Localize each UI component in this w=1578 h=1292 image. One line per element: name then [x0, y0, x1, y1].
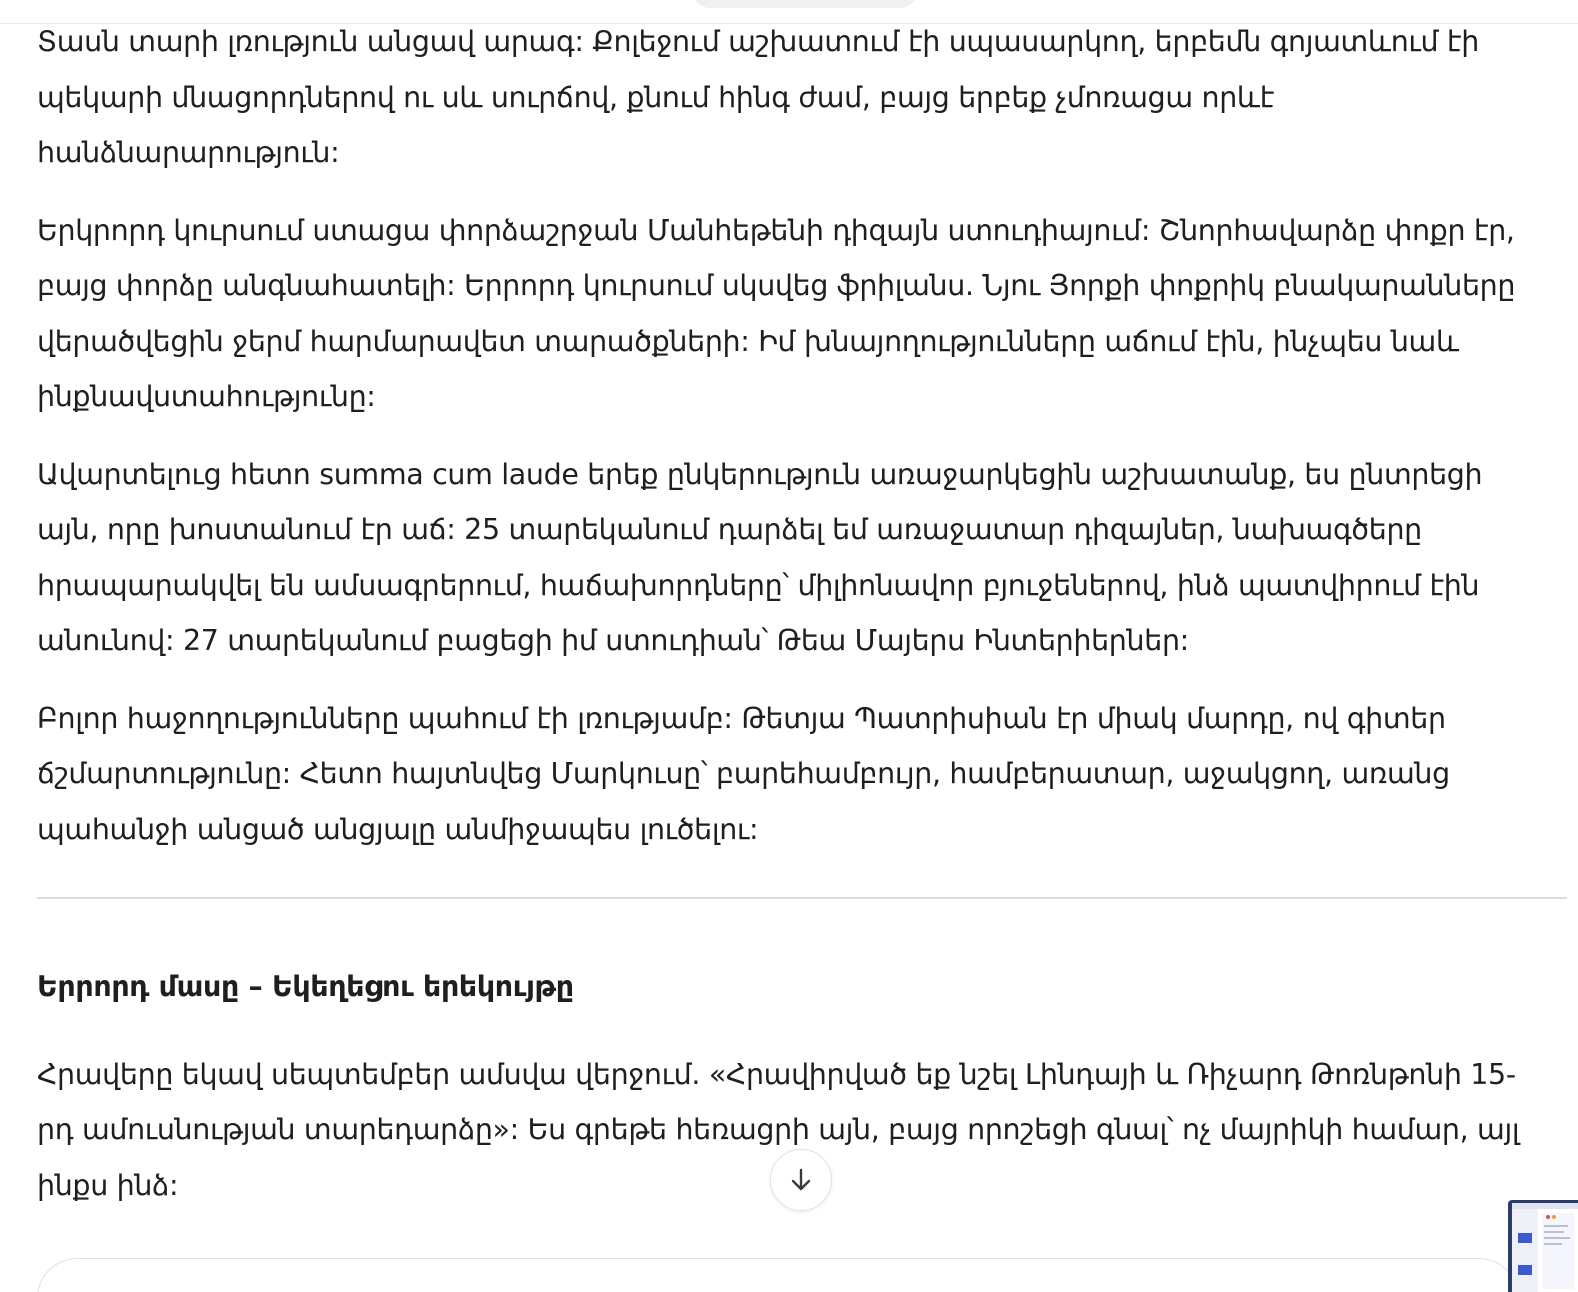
paragraph-line: բայց փորձը անգնահատելի: Երրորդ կուրսում սկսվեց ֆրիլանս. Նյու Յորքի փոքրիկ բնակարանները — [37, 269, 1516, 302]
scroll-to-bottom-button[interactable] — [770, 1149, 832, 1211]
article-paragraph-3 — [37, 447, 1567, 669]
paragraph-line: հրապարակվել են ամսագրերում, հաճախորդները՝ միլիոնավոր բյուջեներով, ինձ պատվիրում էին — [37, 568, 1480, 602]
paragraph-line: րդ ամուսնության տարեդարձը»: Ես գրեթե հեռացրի այն, բայց որոշեցի գնալ՝ ոչ մայրիկի համար, այլ — [37, 1113, 1520, 1146]
paragraph-line: Երկրորդ կուրսում ստացա փորձաշրջան Մանհեթենի դիզայն ստուդիայում: Շնորհավարձը փոքր էր, — [37, 213, 1515, 247]
paragraph-line: անունով: 27 տարեկանում բացեցի իմ ստուդիան՝ Թեա Մայերս Ինտերիերներ: — [37, 624, 1189, 657]
window-thumbnail[interactable] — [1508, 1200, 1578, 1292]
paragraph-line: ինքնավստահությունը: — [37, 380, 376, 413]
paragraph-line: հանձնարարություն: — [37, 136, 340, 169]
paragraph-line: պեկարի մնացորդներով ու սև սուրճով, քնում հինգ ժամ, բայց երբեք չմոռացա որևէ — [37, 80, 1275, 114]
article-paragraph-2 — [37, 203, 1567, 425]
article-content — [37, 14, 1567, 1235]
paragraph-line: այն, որը խոստանում էր աճ: 25 տարեկանում դարձել եմ առաջատար դիզայներ, նախագծերը — [37, 513, 1422, 546]
paragraph-line: Հրավերը եկավ սեպտեմբեր ամսվա վերջում. «Հրավիրված եք նշել Լինդայի և Ռիչարդ Թոռնթոնի 15- — [37, 1057, 1516, 1091]
paragraph-line: Ավարտելուց հետո summa cum laude երեք ընկերություն առաջարկեցին աշխատանք, ես ընտրեցի — [37, 457, 1483, 491]
section-divider — [37, 897, 1567, 899]
arrow-down-icon — [787, 1166, 815, 1194]
article-paragraph-4 — [37, 691, 1567, 858]
paragraph-line: Տասն տարի լռություն անցավ արագ: Քոլեջում աշխատում էի սպասարկող, երբեմն գոյատևում էի — [37, 25, 1479, 58]
paragraph-line: վերածվեցին ջերմ հարմարավետ տարածքների: Իմ խնայողությունները աճում էին, ինչպես նաև — [37, 324, 1459, 358]
paragraph-line: ճշմարտությունը: Հետո հայտնվեց Մարկուսը՝ բարեհամբույր, համբերատար, աջակցող, առանց — [37, 757, 1450, 790]
window-thumbnail-icon — [1512, 1203, 1578, 1292]
message-composer[interactable] — [37, 1258, 1519, 1292]
top-tab-handle — [692, 0, 918, 8]
paragraph-line: Բոլոր հաջողությունները պահում էի լռությամբ: Թետյա Պատրիսիան էր միակ մարդը, ով գիտեր — [37, 701, 1446, 735]
article-paragraph-1 — [37, 14, 1567, 181]
paragraph-line: ինքս ինձ: — [37, 1168, 179, 1202]
paragraph-line: պահանջի անցած անցյալը անմիջապես լուծելու: — [37, 812, 759, 846]
section-heading: Երրորդ մասը – Եկեղեցու երեկույթը — [37, 970, 574, 1003]
